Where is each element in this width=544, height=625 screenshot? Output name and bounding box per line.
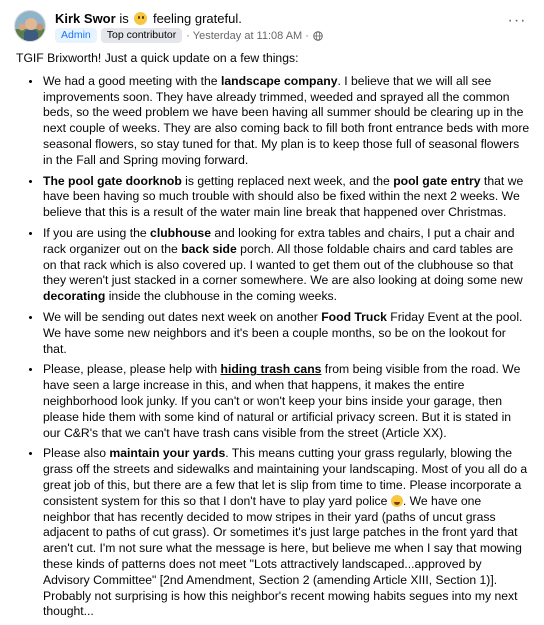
bold-phrase: maintain your yards: [109, 446, 226, 461]
text-segment: If you are using the: [43, 225, 151, 240]
text-segment: inside the clubhouse in the coming weeks.: [105, 289, 338, 304]
avatar-photo-icon: [15, 11, 46, 42]
update-list: [16, 74, 530, 620]
post-meta: [55, 28, 323, 43]
update-list-item: [42, 310, 530, 357]
text-segment: that we have been having so much trouble with should also be fixed within the next 2 weeks. We believe that this is a result of the water main line break that happened over Christmas.: [43, 173, 524, 220]
more-options-button[interactable]: ···: [507, 12, 527, 29]
post-body: [16, 51, 530, 625]
text-segment: and looking for extra tables and chairs, I put a chair and rack organizer out on the: [43, 225, 515, 256]
bold-phrase: landscape company: [220, 73, 338, 88]
text-segment: . This means cutting your grass regularly, blowing the grass off the streets and sidewalks and maintaining your landscaping. Most of you all do a great job of this, but there are a few that let is slip from time to time. Please incorporate a consistent system for this so that I don't have to play yard police: [43, 446, 528, 508]
update-list-item: [42, 74, 530, 169]
feeling-emoji-icon: [134, 12, 147, 25]
text-segment: from being visible from the road. We have seen a large increase in this, and when that happens, it makes the entire neighborhood look junky. If you can't or won't keep your bins inside your garage, then please hide them with some kind of natural or artificial privacy screen. But it is stated in our C&R's that we can't have trash cans visible from the street (Article XX).: [43, 362, 521, 440]
bold-phrase: Food Truck: [321, 309, 387, 324]
update-list-item: [42, 174, 530, 221]
bold-phrase: The pool gate doorknob: [43, 173, 182, 188]
post-timestamp[interactable]: · Yesterday at 11:08 AM ·: [186, 29, 309, 42]
text-segment: We had a good meeting with the: [43, 73, 221, 88]
text-segment: . I believe that we will all see improvements soon. They have already trimmed, weeded and sprayed all the common beds, so the weed problem we have been having all summer should be clearing up in the next couple of weeks. They are also coming back to fill both front entrance beds with more seasonal flowers, so stay tuned for that. My plan is to keep those full of seasonal flowers in the Fall and Spring moving forward.: [43, 73, 530, 167]
update-list-item: [42, 362, 530, 441]
bold-phrase: clubhouse: [150, 225, 211, 240]
text-segment: Please also: [43, 446, 110, 461]
text-segment: . We have one neighbor that has recently decided to mow stripes in their yard (paths of uncut grass adjacent to paths of cut grass). Or sometimes it's just large patches in the front yard that aren't cut. I'm not sure what the message is here, but believe me when I say that mowing these kinds of patterns does not meet "Lots attractively landscaped...approved by Advisory Committee" [2nd Amendment, Section 2 (amending Article XIII, Section 1)]. Probably not surprising is how this neighbor's recent mowing habits segues into my next thought...: [43, 493, 522, 619]
bold-phrase: decorating: [43, 289, 106, 304]
text-segment: Please, please, please help with: [43, 362, 221, 377]
underlined-phrase: hiding trash cans: [220, 362, 322, 377]
text-segment: is getting replaced next week, and the: [181, 173, 394, 188]
top-contributor-badge[interactable]: Top contributor: [101, 28, 182, 43]
text-segment: porch. All those foldable chairs and card tables are on that rack which is also covered up. I wanted to get them out of the clubhouse so that they weren't just stacked in a corner somewhere. We are also looking at doing some new: [43, 241, 523, 288]
laughing-emoji-icon: [391, 495, 403, 507]
post-header: [14, 8, 532, 42]
text-segment: Friday Event at the pool. We have some new neighbors and it's been a couple months, so be on the lookout for that.: [43, 309, 523, 356]
feeling-text: feeling grateful.: [152, 11, 242, 26]
privacy-globe-icon: [313, 31, 323, 41]
bold-phrase: pool gate entry: [393, 173, 481, 188]
admin-badge[interactable]: Admin: [55, 28, 97, 43]
text-segment: We will be sending out dates next week on another: [43, 309, 322, 324]
post-intro: TGIF Brixworth! Just a quick update on a few things:: [16, 51, 299, 65]
feeling-prefix: is: [119, 11, 129, 26]
update-list-item: [42, 446, 530, 620]
bold-phrase: back side: [181, 241, 237, 256]
update-list-item: [42, 226, 530, 305]
author-line: [55, 11, 242, 26]
author-name[interactable]: Kirk Swor: [55, 11, 116, 26]
author-avatar[interactable]: [14, 10, 46, 42]
